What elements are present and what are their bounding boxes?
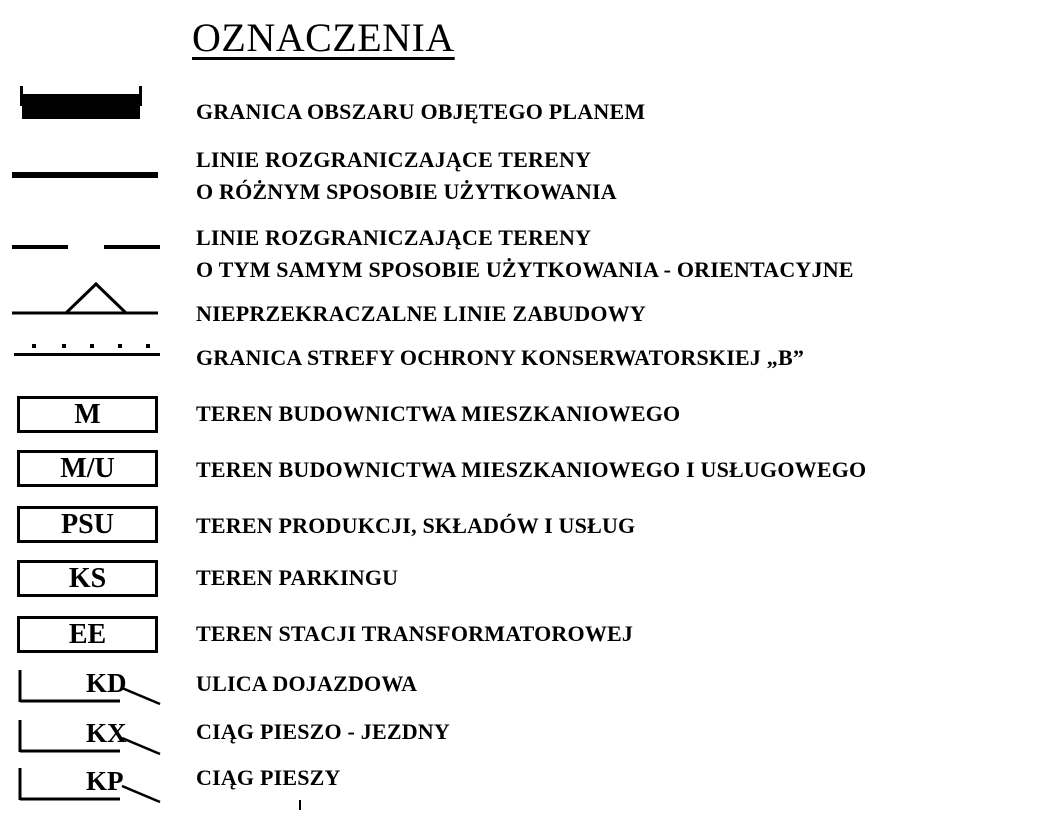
street-symbol-icon: [18, 766, 168, 806]
dotted-line-icon: [14, 340, 164, 360]
legend-title: OZNACZENIA: [192, 15, 455, 60]
legend-label: O RÓŻNYM SPOSOBIE UŻYTKOWANIA: [196, 179, 617, 204]
legend-label: ULICA DOJAZDOWA: [196, 671, 418, 696]
street-code: KD: [86, 668, 127, 698]
legend-label: GRANICA STREFY OCHRONY KONSERWATORSKIEJ „B”: [196, 345, 805, 370]
thick-boundary-line-icon: [20, 84, 144, 124]
legend-label: CIĄG PIESZY: [196, 765, 341, 790]
street-symbol-icon: [18, 718, 168, 758]
legend-label: TEREN STACJI TRANSFORMATOROWEJ: [196, 621, 634, 646]
street-code: KX: [86, 718, 127, 748]
zone-code-box: M/U: [17, 450, 158, 487]
triangle-line-icon: [12, 276, 162, 320]
zone-code-box: M: [17, 396, 158, 433]
scan-artifact: [299, 800, 301, 810]
legend-label: GRANICA OBSZARU OBJĘTEGO PLANEM: [196, 99, 646, 124]
zone-code-box: EE: [17, 616, 158, 653]
legend-label: TEREN PRODUKCJI, SKŁADÓW I USŁUG: [196, 513, 636, 538]
solid-line-icon: [12, 168, 162, 184]
legend-label: LINIE ROZGRANICZAJĄCE TERENY: [196, 225, 592, 250]
legend-label: TEREN BUDOWNICTWA MIESZKANIOWEGO I USŁUGOWEGO: [196, 457, 867, 482]
legend-label: TEREN PARKINGU: [196, 565, 399, 590]
legend-label: CIĄG PIESZO - JEZDNY: [196, 719, 450, 744]
legend-label: LINIE ROZGRANICZAJĄCE TERENY: [196, 147, 592, 172]
street-code: KP: [86, 766, 124, 796]
zone-code-box: PSU: [17, 506, 158, 543]
dashed-line-icon: [12, 242, 162, 254]
legend-label: TEREN BUDOWNICTWA MIESZKANIOWEGO: [196, 401, 681, 426]
legend-label: NIEPRZEKRACZALNE LINIE ZABUDOWY: [196, 301, 646, 326]
zone-code-box: KS: [17, 560, 158, 597]
legend-label: O TYM SAMYM SPOSOBIE UŻYTKOWANIA - ORIENTACYJNE: [196, 257, 854, 282]
street-symbol-icon: [18, 668, 168, 708]
